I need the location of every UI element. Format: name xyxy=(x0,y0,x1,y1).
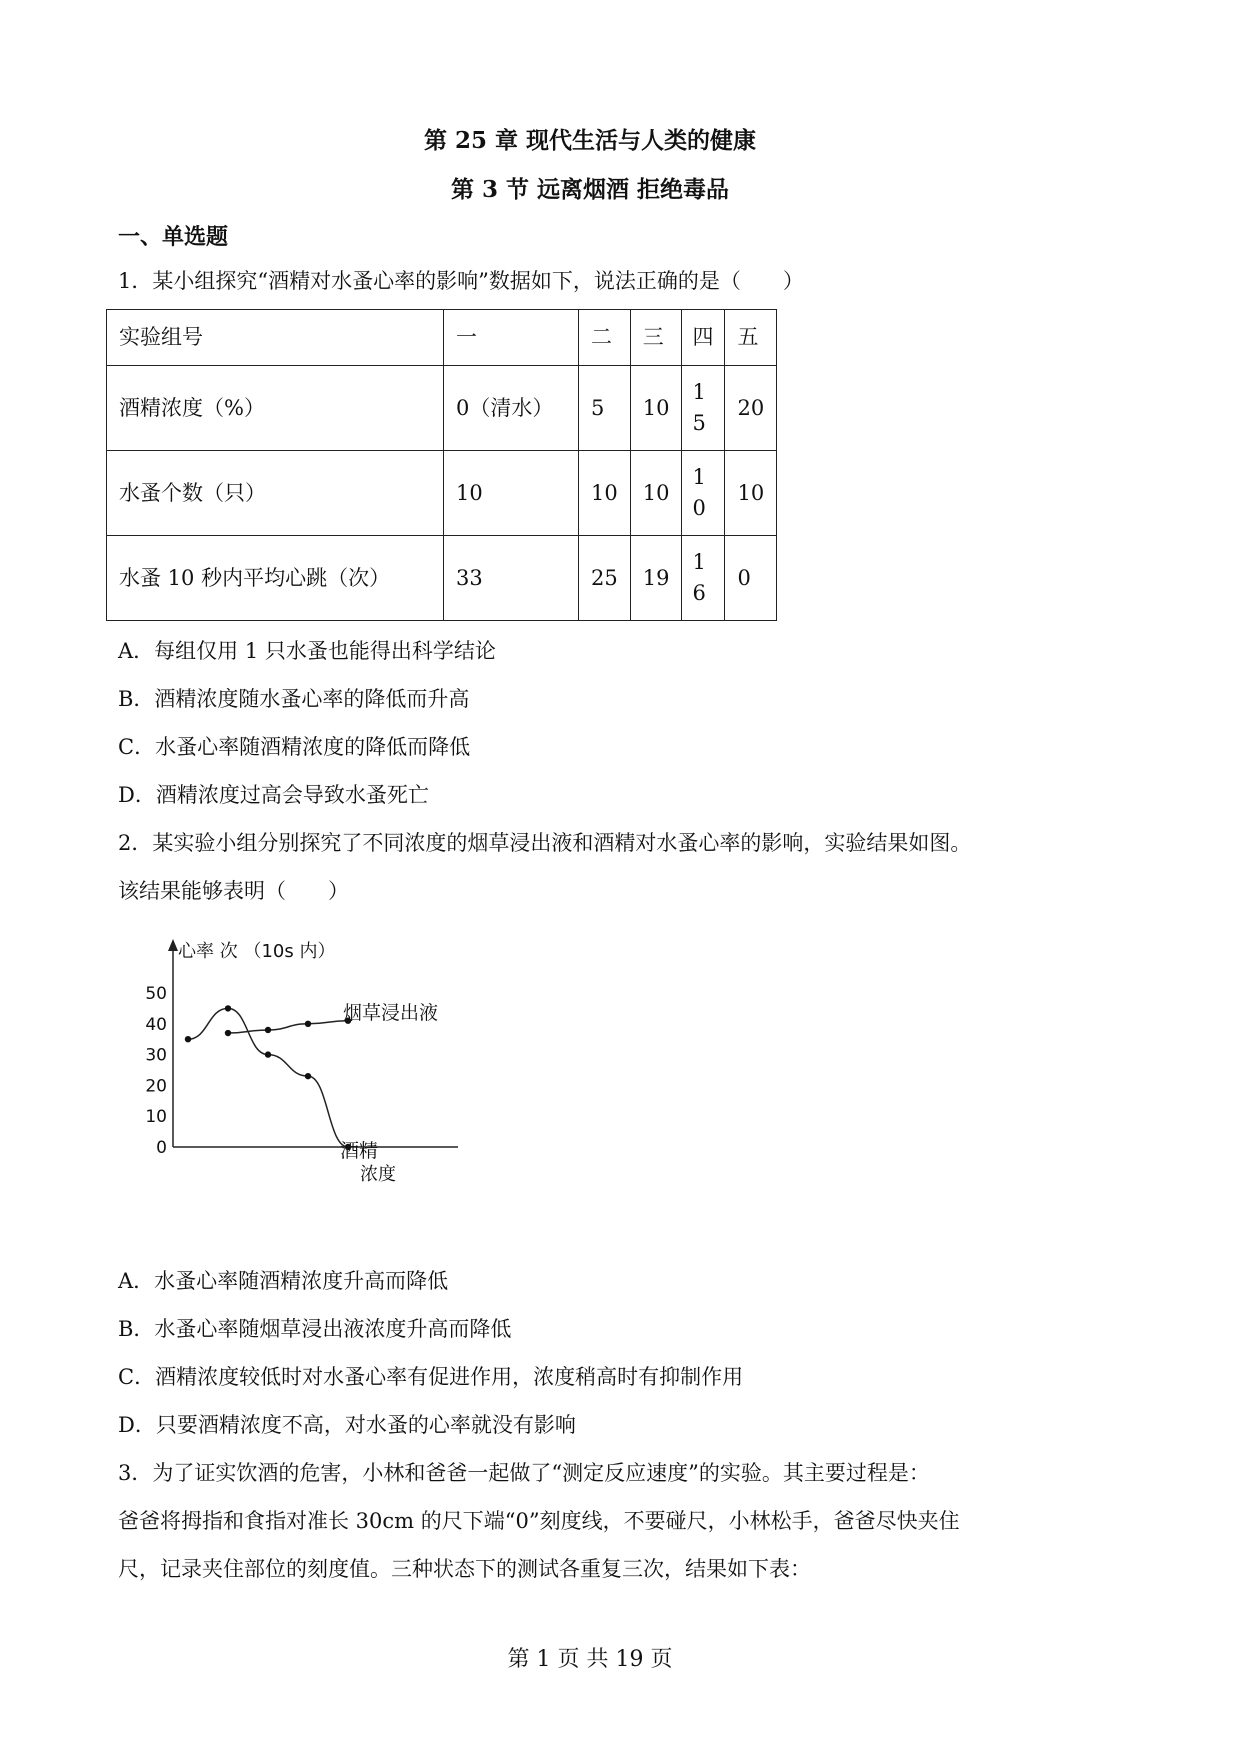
table-cell: 10 xyxy=(630,451,682,536)
table-cell: 19 xyxy=(630,536,682,621)
page-footer: 第 1 页 共 19 页 xyxy=(507,1647,673,1672)
section-title: 第 3 节 远离烟酒 拒绝毒品 xyxy=(450,176,730,203)
table-cell: 20 xyxy=(725,366,777,451)
table-cell: 0 xyxy=(725,536,777,621)
table-row xyxy=(107,451,777,536)
y-tick-label: 0 xyxy=(156,1138,167,1158)
heart-rate-chart xyxy=(128,935,468,1190)
q3-line2: 爸爸将拇指和食指对准长 30cm 的尺下端“0”刻度线，不要碰尺，小林松手，爸爸尽快夹住 xyxy=(118,1509,960,1533)
q2-option-b: B．水蚤心率随烟草浸出液浓度升高而降低 xyxy=(118,1317,512,1341)
data-point xyxy=(265,1027,271,1033)
x-axis-label: 浓度 xyxy=(360,1164,396,1185)
table-cell: 16 xyxy=(682,536,725,621)
y-tick-label: 30 xyxy=(145,1045,167,1066)
q2-option-c: C．酒精浓度较低时对水蚤心率有促进作用，浓度稍高时有抑制作用 xyxy=(118,1365,744,1389)
table-cell: 0（清水） xyxy=(444,366,579,451)
data-point xyxy=(185,1036,191,1042)
series-label: 酒精 xyxy=(340,1140,379,1162)
table-cell: 25 xyxy=(579,536,631,621)
q2-stem-line1: 2．某实验小组分别探究了不同浓度的烟草浸出液和酒精对水蚤心率的影响，实验结果如图。 xyxy=(118,831,972,855)
table-header-cell: 五 xyxy=(725,310,777,366)
table-header-cell: 二 xyxy=(579,310,631,366)
data-point xyxy=(305,1021,311,1027)
table-cell: 15 xyxy=(682,366,725,451)
table-row-label: 水蚤个数（只） xyxy=(107,451,444,536)
section-heading: 一、单选题 xyxy=(118,224,229,250)
y-tick-label: 10 xyxy=(145,1107,167,1128)
table-row-label: 酒精浓度（%） xyxy=(107,366,444,451)
table-row-label: 水蚤 10 秒内平均心跳（次） xyxy=(107,536,444,621)
data-point xyxy=(225,1030,231,1036)
table-header-cell: 三 xyxy=(630,310,682,366)
q1-option-b: B．酒精浓度随水蚤心率的降低而升高 xyxy=(118,687,470,711)
data-point xyxy=(305,1073,311,1079)
y-tick-label: 20 xyxy=(145,1076,167,1097)
table-cell: 33 xyxy=(444,536,579,621)
series-label: 烟草浸出液 xyxy=(343,1002,439,1024)
table-cell: 10 xyxy=(579,451,631,536)
q1-option-d: D．酒精浓度过高会导致水蚤死亡 xyxy=(118,783,429,807)
y-tick-label: 40 xyxy=(145,1014,167,1035)
data-point xyxy=(265,1051,271,1057)
y-axis-arrow xyxy=(168,939,178,951)
table-row xyxy=(107,366,777,451)
q2-option-d: D．只要酒精浓度不高，对水蚤的心率就没有影响 xyxy=(118,1413,576,1437)
table-cell: 10 xyxy=(444,451,579,536)
q1-stem: 1．某小组探究“酒精对水蚤心率的影响”数据如下，说法正确的是（ ） xyxy=(118,269,804,293)
table-header-cell: 实验组号 xyxy=(107,310,444,366)
table-header-cell: 一 xyxy=(444,310,579,366)
q1-option-a: A．每组仅用 1 只水蚤也能得出科学结论 xyxy=(118,639,496,663)
y-tick-label: 50 xyxy=(145,984,167,1004)
q2-stem-line2: 该结果能够表明（ ） xyxy=(118,879,349,903)
q3-line1: 3．为了证实饮酒的危害，小林和爸爸一起做了“测定反应速度”的实验。其主要过程是： xyxy=(118,1461,930,1485)
chapter-title: 第 25 章 现代生活与人类的健康 xyxy=(423,127,757,154)
q1-option-c: C．水蚤心率随酒精浓度的降低而降低 xyxy=(118,735,471,759)
table-header-cell: 四 xyxy=(682,310,725,366)
q3-line3: 尺，记录夹住部位的刻度值。三种状态下的测试各重复三次，结果如下表： xyxy=(118,1557,811,1581)
table-row xyxy=(107,536,777,621)
table-row xyxy=(107,310,777,366)
table-cell: 10 xyxy=(682,451,725,536)
table-cell: 10 xyxy=(725,451,777,536)
data-point xyxy=(225,1005,231,1011)
q1-data-table xyxy=(106,309,777,621)
table-cell: 5 xyxy=(579,366,631,451)
y-axis-label: 心率 次 （10s 内） xyxy=(178,941,336,962)
q2-option-a: A．水蚤心率随酒精浓度升高而降低 xyxy=(118,1269,449,1293)
table-cell: 10 xyxy=(630,366,682,451)
